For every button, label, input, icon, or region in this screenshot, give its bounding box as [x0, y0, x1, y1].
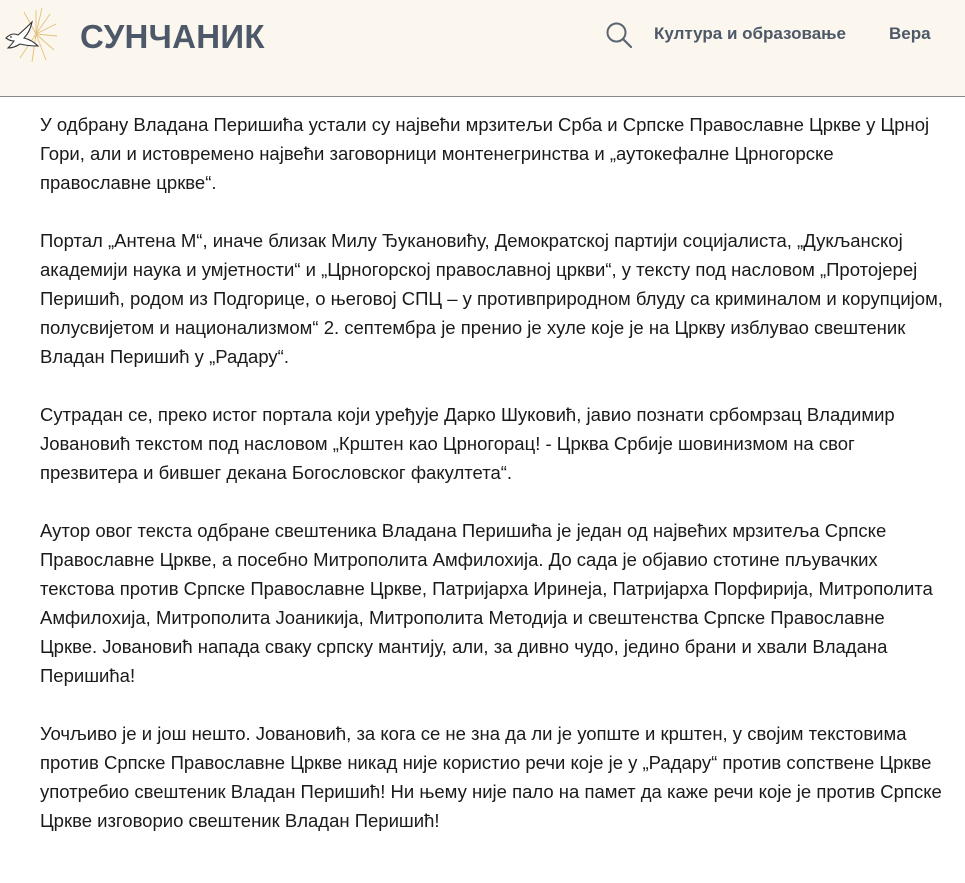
dove-sun-icon[interactable]: [2, 8, 58, 64]
article-paragraph-5: Уочљиво је и још нешто. Јовановић, за кога се не зна да ли је уопште и крштен, у својим текстовима против Српске Православне Цркве никад није користио речи које је у „Радару“ против сопствене Цркве употребио свештеник Владан Перишић! Ни њему није пало на памет да каже речи које је против Српске Цркве изговорио свештеник Владан Перишић!: [40, 723, 942, 831]
nav-faith[interactable]: Вера: [889, 24, 931, 43]
nav-culture-education[interactable]: Култура и образовање: [654, 24, 847, 43]
article-paragraph-2: Портал „Антена М“, иначе близак Милу Ђукановићу, Демократској партији социјалиста, „Дукљанској академији наука и умјетности“ и „Црногорској православној цркви“, у тексту под насловом „Протојереј Перишић, родом из Подгорице, о његовој СПЦ – у противприродном блуду са криминалом и корупцијом, полусвијетом и национализмом“ 2. септембра је пренио је хуле које је на Цркву изблувао свештеник Владан Перишић у „Радару“.: [40, 230, 943, 367]
search-icon[interactable]: [604, 20, 634, 50]
article-body: [40, 110, 945, 864]
site-title[interactable]: СУНЧАНИК: [80, 18, 265, 55]
site-header: [0, 0, 965, 97]
article-paragraph-4: Аутор овог текста одбране свештеника Владана Перишића је један од највећих мрзитеља Српске Православне Цркве, а посебно Митрополита Амфилохија. До сада је објавио стотине пљувачких текстова против Српске Православне Цркве, Патријарха Иринеја, Патријарха Порфирија, Митрополита Амфилохија, Митрополита Јоаникија, Митрополита Методија и свештенства Српске Православне Цркве. Јовановић напада сваку српску мантију, али, за дивно чудо, једино брани и хвали Владана Перишића!: [40, 520, 933, 686]
article-paragraph-3: Сутрадан се, преко истог портала који уређује Дарко Шуковић, јавио познати србомрзац Владимир Јовановић текстом под насловом „Крштен као Црногорац! - Црква Србије шовинизмом на свог презвитера и бившег декана Богословског факултета“.: [40, 404, 895, 483]
article-paragraph-1: У одбрану Владана Перишића устали су највећи мрзитељи Срба и Српске Православне Цркве у Црној Гори, али и истовремено највећи заговорници монтенегринства и „аутокефалне Црногорске православне цркве“.: [40, 114, 930, 193]
